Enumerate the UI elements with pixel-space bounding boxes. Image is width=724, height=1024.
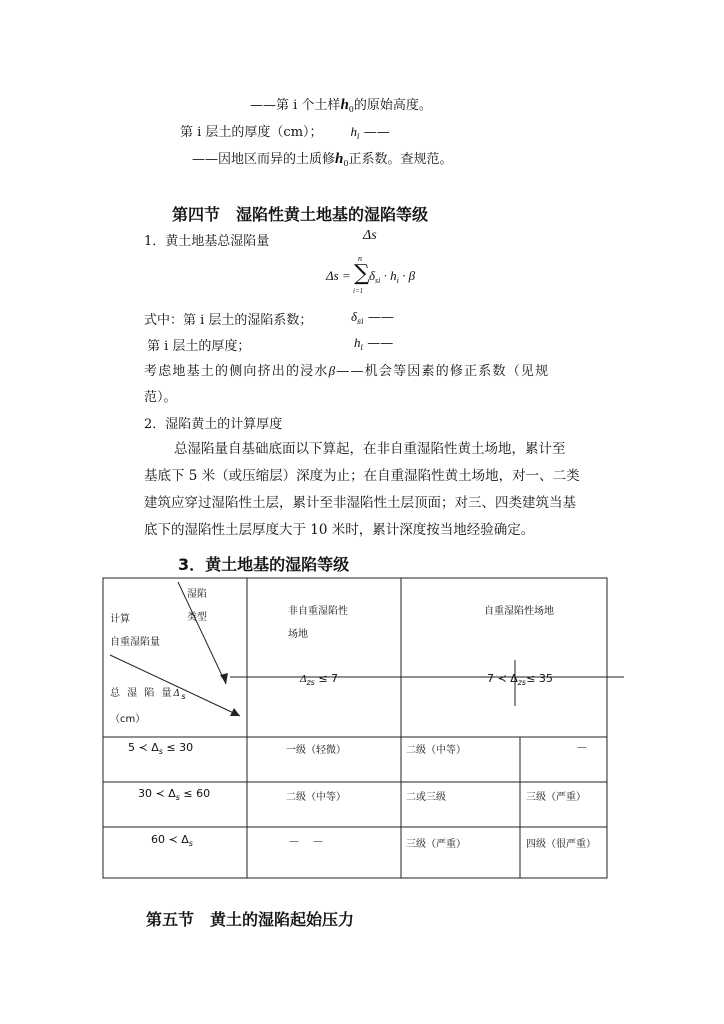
- line3-prefix: ——因地区而异的土质修: [192, 152, 336, 167]
- where-dash: ——: [367, 310, 394, 325]
- corner-type-top: 湿陷: [187, 589, 207, 600]
- line2-prefix: 第 i 层土的厚度（cm）；: [180, 125, 323, 140]
- where-sym: δ: [351, 309, 358, 324]
- row-range-sym: 60 ≺ Δ: [151, 833, 189, 846]
- corner-type-bottom: 类型: [187, 612, 207, 623]
- line2-var: h: [350, 124, 358, 139]
- where-sub: si: [357, 317, 364, 326]
- row-range: [138, 787, 210, 800]
- corner-total-sub: s: [181, 692, 188, 701]
- row-cell-self-high: 三级（严重）: [526, 792, 586, 803]
- corner-unit: （cm）: [110, 714, 146, 725]
- where-label: 式中：第 i 层土的湿陷系数；: [144, 313, 313, 328]
- col-nonself-line2: 场地: [288, 629, 308, 640]
- row-cell-nonself: 一级（轻微）: [286, 745, 346, 756]
- factor-prefix: 考虑地基土的侧向挤出的浸水: [144, 364, 329, 379]
- corner-self-weight: 自重湿陷量: [110, 637, 160, 648]
- line2-dash: ——: [363, 125, 390, 140]
- line1-suffix: 的原始高度。: [353, 98, 432, 113]
- sub-right-sub: zs: [517, 678, 527, 687]
- thickness-label: 第 i 层土的厚度；: [147, 339, 251, 354]
- formula-h-sub: i: [396, 276, 399, 285]
- formula-lower: i=1: [353, 287, 364, 295]
- sub-right-op: ≤ 35: [526, 672, 553, 685]
- row-range-op: ≤ 30: [166, 741, 194, 754]
- col-nonself-line1: 非自重湿陷性: [288, 606, 348, 617]
- factor-suffix: ——机会等因素的修正系数（见规: [336, 364, 550, 379]
- row-cell-self-low: 二级（中等）: [406, 745, 466, 756]
- sub-right: [487, 672, 553, 685]
- factor-sym: β: [328, 363, 337, 378]
- section5-title: 第五节 黄土的湿陷起始压力: [146, 910, 355, 929]
- line3-suffix: 正系数。查规范。: [348, 152, 453, 167]
- line3-var: h: [335, 151, 344, 167]
- line1-prefix: ——第 i 个土样: [250, 98, 341, 113]
- formula-beta: · β: [402, 268, 416, 283]
- corner-total-label: 总 湿 陷 量: [110, 688, 174, 699]
- line2-sub: i: [357, 132, 360, 141]
- factor-end: 范）。: [144, 390, 177, 405]
- line3-sub: 0: [343, 159, 349, 168]
- col-self: 自重湿陷性场地: [484, 606, 554, 617]
- corner-total: [110, 684, 188, 699]
- corner-calc: 计算: [110, 614, 130, 625]
- row-cell-self-low: 三级（严重）: [406, 839, 466, 850]
- item1-label: 1．黄土地基总湿陷量: [144, 234, 270, 249]
- thickness-dash: ——: [367, 336, 394, 351]
- line1-sub: 0: [348, 105, 354, 114]
- row-cell-self-low: 二或三级: [406, 792, 446, 803]
- row-range-sym: 30 ≺ Δ: [138, 787, 176, 800]
- row-cell-nonself: － －: [288, 835, 325, 849]
- row-range-sub: s: [188, 839, 193, 848]
- formula-upper: n: [358, 254, 362, 263]
- row-range: [128, 741, 193, 754]
- formula-delta-sub: si: [375, 276, 381, 285]
- item1-symbol: Δs: [363, 228, 377, 243]
- sub-right-sym: 7 ≺ Δ: [487, 672, 518, 685]
- formula-sum: ∑: [354, 261, 370, 286]
- thickness-sub: i: [360, 343, 364, 352]
- row-cell-self-high: 四级（很严重）: [526, 839, 596, 850]
- row-range: [151, 833, 193, 846]
- formula-h: · h: [383, 268, 397, 283]
- item3-label: 3．黄土地基的湿陷等级: [178, 555, 350, 574]
- sub-left-op: ≤ 7: [318, 672, 339, 685]
- thickness-sym: h: [354, 335, 361, 350]
- row-range-sym: 5 ≺ Δ: [128, 741, 159, 754]
- sub-left: [300, 672, 338, 685]
- section4-title: 第四节 湿陷性黄土地基的湿陷等级: [172, 205, 429, 224]
- paragraph-line: 基底下 5 米（或压缩层）深度为止；在自重湿陷性黄土场地，对一、二类: [144, 468, 580, 484]
- row-cell-self-high: －: [576, 741, 589, 755]
- paragraph-line: 总湿陷量自基础底面以下算起，在非自重湿陷性黄土场地，累计至: [174, 441, 566, 457]
- row-range-op: ≤ 60: [183, 787, 211, 800]
- paragraph-line: 建筑应穿过湿陷性土层，累计至非湿陷性土层顶面；对三、四类建筑当基: [144, 495, 576, 511]
- line1-var: h: [340, 97, 349, 113]
- corner-total-sym: Δ: [173, 688, 182, 699]
- sub-left-sub: zs: [306, 678, 315, 687]
- paragraph-line: 底下的湿陷性土层厚度大于 10 米时，累计深度按当地经验确定。: [144, 522, 535, 538]
- item2-label: 2．湿陷黄土的计算厚度: [144, 417, 283, 432]
- formula-delta: δ: [369, 268, 376, 283]
- row-range-sub: s: [175, 793, 180, 802]
- row-cell-nonself: 二级（中等）: [286, 792, 346, 803]
- sub-left-sym: Δ: [300, 673, 307, 685]
- row-range-sub: s: [158, 747, 163, 756]
- formula-lhs: Δs =: [326, 268, 351, 283]
